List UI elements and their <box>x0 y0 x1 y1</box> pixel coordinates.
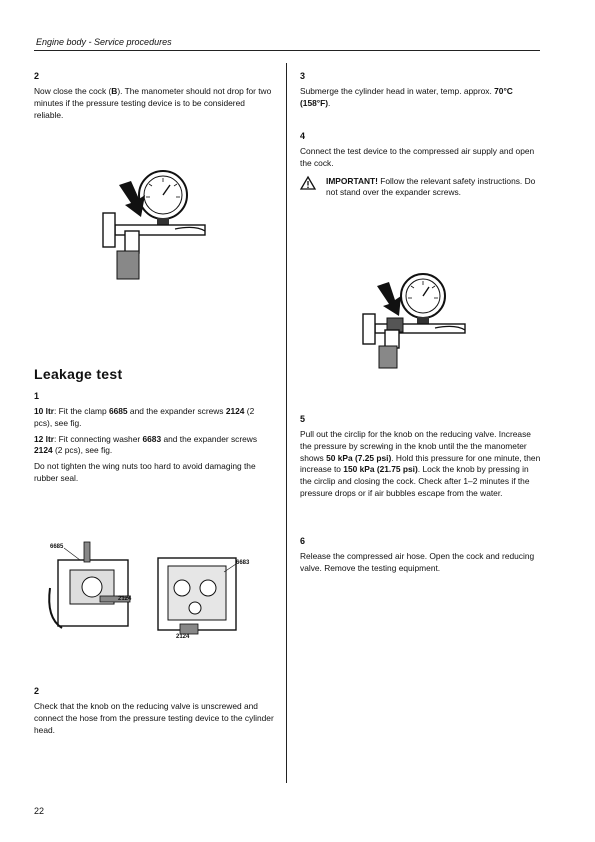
step-4-connect-air <box>300 131 542 199</box>
label-6685: 6685 <box>50 544 64 550</box>
pressure-tester-illustration <box>95 165 205 285</box>
page-number: 22 <box>34 806 45 816</box>
reducing-valve-illustration <box>355 270 465 370</box>
step-number: 5 <box>300 414 306 424</box>
section-title: Leakage test <box>34 366 123 382</box>
label-2124-left: 2124 <box>118 596 132 602</box>
step-number: 3 <box>300 71 306 81</box>
step-text: Submerge the cylinder head in water, temp. approx. 70°C (158°F). <box>300 86 513 108</box>
step-6-release <box>300 536 542 575</box>
column-divider <box>286 63 287 783</box>
step-3-submerge <box>300 71 542 110</box>
important-text: IMPORTANT! Follow the relevant safety instructions. Do not stand over the expander screws. <box>326 175 536 198</box>
step-text-warning: Do not tighten the wing nuts too hard to avoid damaging the rubber seal. <box>34 461 256 483</box>
important-notice <box>300 176 542 200</box>
step-text: Now close the cock (B). The manometer should not drop for two minutes if the pressure testing device is to be considered reliable. <box>34 86 272 120</box>
step-5-increase-pressure <box>300 414 542 500</box>
label-2124-right: 2124 <box>176 634 190 640</box>
cylinder-head-clamp-illustration <box>40 538 270 643</box>
warning-triangle-icon <box>300 176 316 190</box>
step-text: Connect the test device to the compressed air supply and open the cock. <box>300 146 535 168</box>
header-rule <box>34 50 540 51</box>
step-text: Pull out the circlip for the knob on the reducing valve. Increase the pressure by screwing in the knob until the the manometer shows 50 kPa (7.25 psi). Hold this pressure for one minute, then increase to 150 kPa (21.75 psi). Lock the knob by pressing in the circlip and closing the cock. Check after 1–2 minutes if the pressure drops or if air bubbles escape from the water. <box>300 429 541 498</box>
step-text: Release the compressed air hose. Open the cock and reducing valve. Remove the testing equipment. <box>300 551 535 573</box>
step-number: 4 <box>300 131 306 141</box>
step-1-fit-clamp <box>34 391 274 485</box>
step-number: 6 <box>300 536 306 546</box>
step-number: 1 <box>34 391 40 401</box>
step-number: 2 <box>34 686 40 696</box>
step-text-12ltr: 12 ltr: Fit connecting washer 6683 and the expander screws 2124 (2 pcs), see fig. <box>34 433 258 456</box>
step-2-connect-hose <box>34 686 274 736</box>
label-6683: 6683 <box>236 560 250 566</box>
step-text: Check that the knob on the reducing valve is unscrewed and connect the hose from the pressure testing device to the cylinder head. <box>34 701 274 735</box>
running-header: Engine body - Service procedures <box>36 37 172 47</box>
step-number: 2 <box>34 71 40 81</box>
step-2-close-cock <box>34 71 274 121</box>
step-text-10ltr: 10 ltr: Fit the clamp 6685 and the expander screws 2124 (2 pcs), see fig. <box>34 406 255 428</box>
